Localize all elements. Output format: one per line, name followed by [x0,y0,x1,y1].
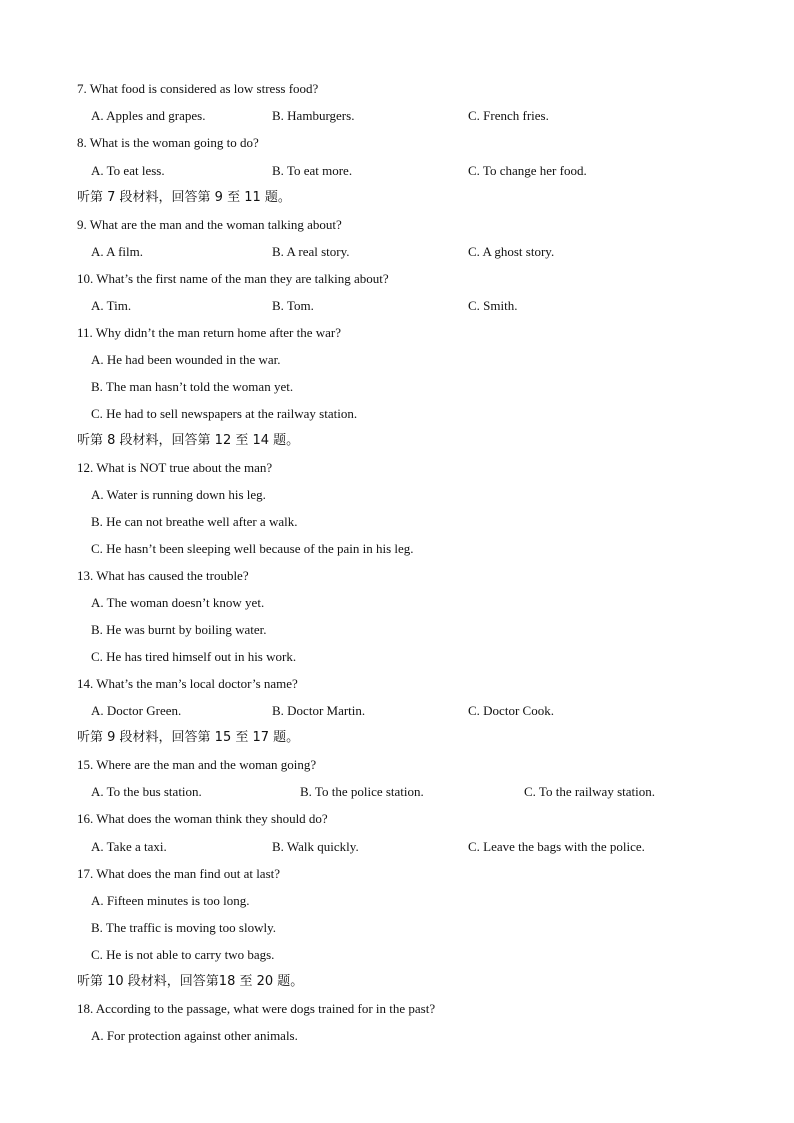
option-c[interactable]: C. Smith. [468,298,518,313]
option-b[interactable]: B. Doctor Martin. [272,703,366,718]
question-10 [0,269,794,289]
option-a[interactable]: A. The woman doesn’t know yet. [91,595,265,610]
option-c[interactable]: C. He is not able to carry two bags. [91,947,275,962]
option-c[interactable]: C. A ghost story. [468,244,555,259]
option-c[interactable]: C. He had to sell newspapers at the railway station. [91,406,358,421]
option-a[interactable]: A. Tim. [91,298,132,313]
section-heading-7 [0,188,794,208]
section-instruction: 听第 8 段材料，回答第 12 至 14 题。 [77,433,300,448]
option-a[interactable]: A. A film. [91,244,144,259]
option-a[interactable]: A. To eat less. [91,163,165,178]
option-row-b [0,620,794,640]
section-instruction: 听第 10 段材料，回答第18 至 20 题。 [77,974,304,989]
option-row-b [0,918,794,938]
option-b[interactable]: B. A real story. [272,244,350,259]
option-c[interactable]: C. French fries. [468,108,549,123]
section-instruction: 听第 9 段材料，回答第 15 至 17 题。 [77,730,300,745]
options-row [0,242,794,262]
question-text: 18. According to the passage, what were dogs trained for in the past? [77,1001,436,1016]
option-a[interactable]: A. For protection against other animals. [91,1028,298,1043]
question-text: 15. Where are the man and the woman going? [77,757,317,772]
option-a[interactable]: A. Fifteen minutes is too long. [91,893,250,908]
option-row-c [0,539,794,559]
question-text: 11. Why didn’t the man return home after the war? [77,325,342,340]
option-b[interactable]: B. To eat more. [272,163,353,178]
option-b[interactable]: B. Tom. [272,298,314,313]
section-instruction: 听第 7 段材料，回答第 9 至 11 题。 [77,190,291,205]
option-c[interactable]: C. He hasn’t been sleeping well because of the pain in his leg. [91,541,414,556]
option-row-b [0,512,794,532]
question-text: 12. What is NOT true about the man? [77,460,273,475]
option-c[interactable]: C. Doctor Cook. [468,703,554,718]
option-b[interactable]: B. He can not breathe well after a walk. [91,514,298,529]
options-row [0,106,794,126]
option-b[interactable]: B. He was burnt by boiling water. [91,622,267,637]
question-text: 10. What’s the first name of the man they are talking about? [77,271,389,286]
options-row [0,296,794,316]
option-row-a [0,350,794,370]
option-row-a [0,485,794,505]
option-row-c [0,404,794,424]
options-row [0,701,794,721]
question-8 [0,133,794,153]
option-c[interactable]: C. He has tired himself out in his work. [91,649,297,664]
option-b[interactable]: B. Hamburgers. [272,108,355,123]
option-a[interactable]: A. Take a taxi. [91,839,167,854]
question-7 [0,79,794,99]
options-row [0,837,794,857]
option-c[interactable]: C. Leave the bags with the police. [468,839,645,854]
option-b[interactable]: B. The man hasn’t told the woman yet. [91,379,294,394]
question-text: 8. What is the woman going to do? [77,135,259,150]
option-a[interactable]: A. To the bus station. [91,784,202,799]
option-b[interactable]: B. The traffic is moving too slowly. [91,920,276,935]
question-15 [0,755,794,775]
question-11 [0,323,794,343]
section-heading-8 [0,431,794,451]
section-heading-9 [0,728,794,748]
option-row-c [0,647,794,667]
option-c[interactable]: C. To the railway station. [524,784,655,799]
option-row-a [0,891,794,911]
question-text: 16. What does the woman think they should do? [77,811,328,826]
option-row-a [0,1026,794,1046]
option-c[interactable]: C. To change her food. [468,163,587,178]
question-text: 9. What are the man and the woman talking about? [77,217,342,232]
option-a[interactable]: A. Apples and grapes. [91,108,206,123]
option-a[interactable]: A. He had been wounded in the war. [91,352,281,367]
option-b[interactable]: B. Walk quickly. [272,839,359,854]
question-9 [0,215,794,235]
option-row-b [0,377,794,397]
option-b[interactable]: B. To the police station. [300,784,424,799]
option-row-a [0,593,794,613]
option-a[interactable]: A. Water is running down his leg. [91,487,266,502]
question-17 [0,864,794,884]
question-text: 17. What does the man find out at last? [77,866,281,881]
question-18 [0,999,794,1019]
question-text: 13. What has caused the trouble? [77,568,249,583]
question-text: 7. What food is considered as low stress food? [77,81,319,96]
section-heading-10 [0,972,794,992]
option-a[interactable]: A. Doctor Green. [91,703,182,718]
option-row-c [0,945,794,965]
question-13 [0,566,794,586]
question-14 [0,674,794,694]
options-row [0,782,794,802]
question-text: 14. What’s the man’s local doctor’s name? [77,676,298,691]
options-row [0,161,794,181]
question-12 [0,458,794,478]
question-16 [0,809,794,829]
